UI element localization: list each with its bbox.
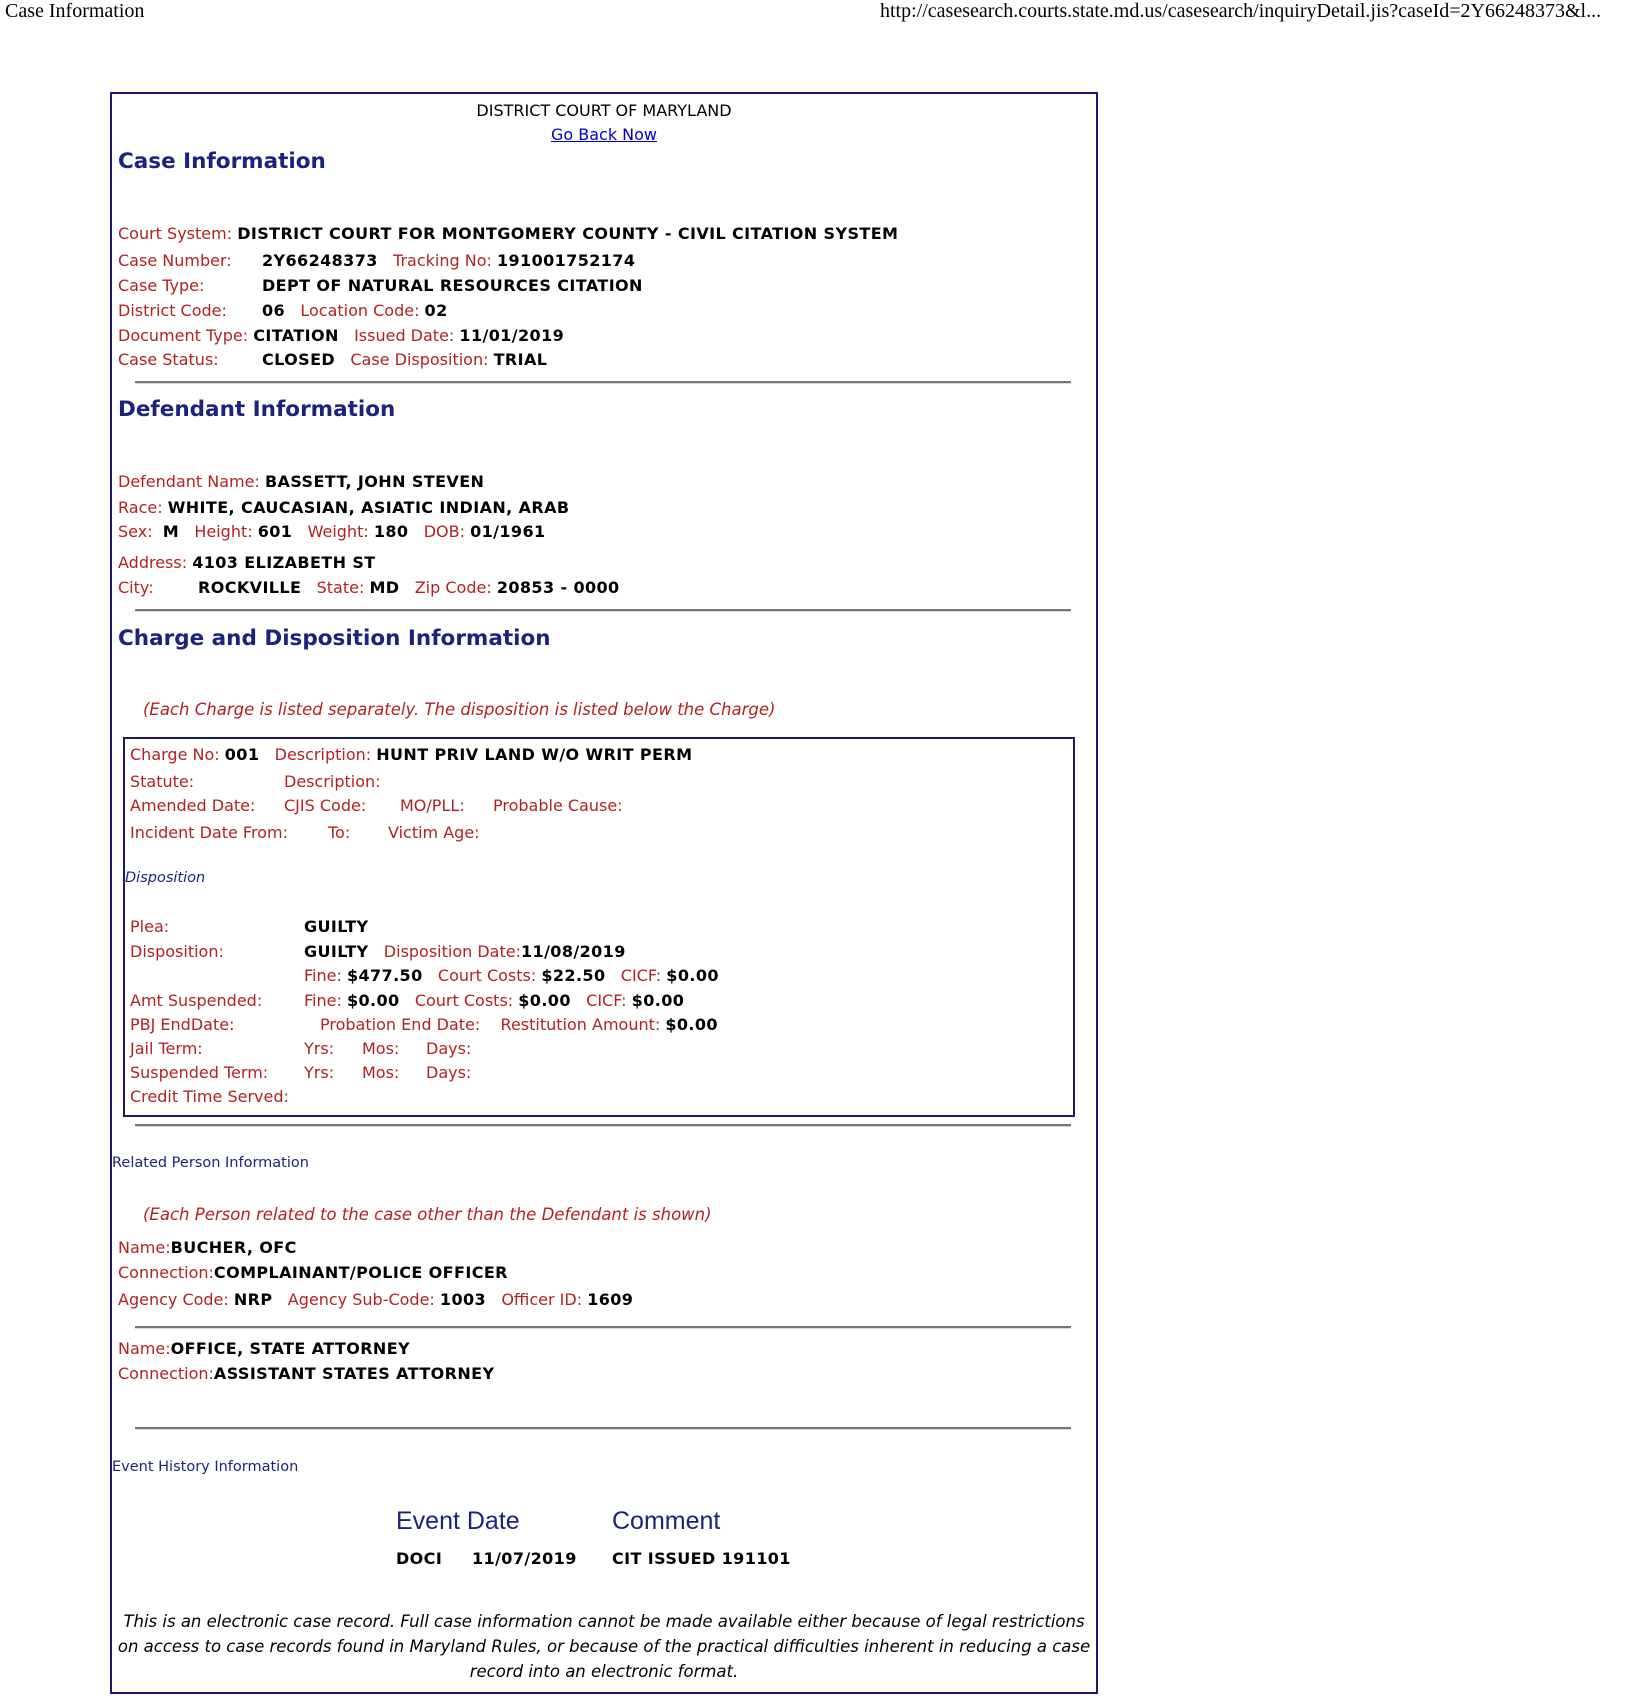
doc-type-label: Document Type: <box>118 326 249 345</box>
case-number-value: 2Y66248373 <box>262 251 378 270</box>
charge-no-value: 001 <box>224 745 260 764</box>
zip-value: 20853 - 0000 <box>496 578 620 597</box>
dob-label: DOB: <box>423 522 465 541</box>
case-disposition-label: Case Disposition: <box>350 350 489 369</box>
footer-disclaimer <box>112 1609 1096 1684</box>
charge-note: (Each Charge is listed separately. The disposition is listed below the Charge) <box>143 700 776 719</box>
cicf-label: CICF: <box>620 966 662 985</box>
case-record-panel <box>110 92 1098 1694</box>
case-disposition-value: TRIAL <box>493 350 548 369</box>
court-system-label: Court System: <box>118 224 233 243</box>
sex-label: Sex: <box>118 522 153 541</box>
probable-cause-label: Probable Cause: <box>493 796 623 815</box>
susp-cicf-label: CICF: <box>586 991 627 1010</box>
sex-value: M <box>162 522 180 541</box>
doc-type-value: CITATION <box>253 326 339 345</box>
go-back-link[interactable]: Go Back Now <box>550 125 658 144</box>
race-label: Race: <box>118 498 163 517</box>
susp-yrs-label: Yrs: <box>304 1063 335 1082</box>
cjis-code-label: CJIS Code: <box>284 796 367 815</box>
charge-heading: Charge and Disposition Information <box>118 626 551 651</box>
district-code-value: 06 <box>262 301 286 320</box>
case-type-value: DEPT OF NATURAL RESOURCES CITATION <box>262 276 643 295</box>
susp-costs-value: $0.00 <box>518 991 571 1010</box>
weight-value: 180 <box>373 522 409 541</box>
person2-name-label: Name: <box>118 1339 171 1358</box>
person1-connection-value: COMPLAINANT/POLICE OFFICER <box>213 1263 508 1282</box>
browser-title: Case Information <box>5 0 145 22</box>
case-info-heading: Case Information <box>118 149 326 174</box>
agency-code-label: Agency Code: <box>118 1290 229 1309</box>
charge-description-value: HUNT PRIV LAND W/O WRIT PERM <box>376 745 693 764</box>
susp-cicf-value: $0.00 <box>631 991 685 1010</box>
court-costs-label: Court Costs: <box>437 966 537 985</box>
event-date-column-header: Event Date <box>396 1507 520 1535</box>
footer-line-1: This is an electronic case record. Full case information cannot be made available either because of legal restrictions <box>123 1612 1085 1631</box>
court-title: DISTRICT COURT OF MARYLAND <box>476 101 732 120</box>
related-heading: Related Person Information <box>112 1155 309 1171</box>
restitution-label: Restitution Amount: <box>500 1015 661 1034</box>
defendant-heading: Defendant Information <box>118 397 396 422</box>
officer-id-value: 1609 <box>587 1290 634 1309</box>
agency-subcode-value: 1003 <box>439 1290 487 1309</box>
pbj-enddate-label: PBJ EndDate: <box>130 1015 235 1034</box>
jail-mos-label: Mos: <box>362 1039 400 1058</box>
victim-age-label: Victim Age: <box>388 823 480 842</box>
person2-connection-value: ASSISTANT STATES ATTORNEY <box>213 1364 495 1383</box>
person1-connection-label: Connection: <box>118 1263 214 1282</box>
disposition-label: Disposition: <box>130 942 224 961</box>
disposition-date-label: Disposition Date: <box>383 942 521 961</box>
zip-label: Zip Code: <box>414 578 492 597</box>
event-comment: CIT ISSUED 191101 <box>612 1549 791 1568</box>
defendant-name-value: BASSETT, JOHN STEVEN <box>264 472 485 491</box>
probation-end-label: Probation End Date: <box>320 1015 481 1034</box>
susp-mos-label: Mos: <box>362 1063 400 1082</box>
incident-date-label: Incident Date From: <box>130 823 288 842</box>
tracking-label: Tracking No: <box>393 251 492 270</box>
statute-label: Statute: <box>130 772 195 791</box>
susp-days-label: Days: <box>426 1063 472 1082</box>
charge-box <box>123 737 1075 1117</box>
charge-description-label: Description: <box>274 745 372 764</box>
issued-date-value: 11/01/2019 <box>459 326 565 345</box>
statute-description-label: Description: <box>284 772 381 791</box>
plea-label: Plea: <box>130 917 170 936</box>
browser-url: http://casesearch.courts.state.md.us/casesearch/inquiryDetail.jis?caseId=2Y66248373&l... <box>880 0 1602 22</box>
state-value: MD <box>369 578 400 597</box>
race-value: WHITE, CAUCASIAN, ASIATIC INDIAN, ARAB <box>167 498 570 517</box>
jail-days-label: Days: <box>426 1039 472 1058</box>
location-code-label: Location Code: <box>300 301 420 320</box>
suspended-term-label: Suspended Term: <box>130 1063 269 1082</box>
height-value: 601 <box>257 522 293 541</box>
state-label: State: <box>316 578 365 597</box>
person2-connection-label: Connection: <box>118 1364 214 1383</box>
case-status-label: Case Status: <box>118 350 219 369</box>
city-value: ROCKVILLE <box>198 578 302 597</box>
issued-date-label: Issued Date: <box>354 326 455 345</box>
event-date: 11/07/2019 <box>472 1549 577 1568</box>
address-value: 4103 ELIZABETH ST <box>192 553 376 572</box>
case-number-label: Case Number: <box>118 251 232 270</box>
event-code: DOCI <box>396 1549 443 1568</box>
court-system-value: DISTRICT COURT FOR MONTGOMERY COUNTY - CIVIL CITATION SYSTEM <box>237 224 899 243</box>
susp-fine-label: Fine: <box>304 991 342 1010</box>
officer-id-label: Officer ID: <box>501 1290 583 1309</box>
divider <box>135 1427 1071 1430</box>
height-label: Height: <box>194 522 253 541</box>
divider <box>135 381 1071 384</box>
tracking-value: 191001752174 <box>496 251 636 270</box>
divider <box>135 1124 1071 1127</box>
agency-code-value: NRP <box>233 1290 273 1309</box>
person1-name-label: Name: <box>118 1238 171 1257</box>
disposition-date-value: 11/08/2019 <box>521 942 626 961</box>
footer-line-3: record into an electronic format. <box>469 1662 739 1681</box>
susp-fine-value: $0.00 <box>346 991 400 1010</box>
fine-label: Fine: <box>304 966 342 985</box>
susp-costs-label: Court Costs: <box>414 991 514 1010</box>
disposition-heading: Disposition <box>125 870 206 886</box>
comment-column-header: Comment <box>612 1507 721 1535</box>
credit-time-label: Credit Time Served: <box>130 1087 289 1106</box>
charge-no-label: Charge No: <box>130 745 220 764</box>
person1-name-value: BUCHER, OFC <box>170 1238 297 1257</box>
mo-pll-label: MO/PLL: <box>400 796 465 815</box>
footer-line-2: on access to case records found in Maryland Rules, or because of the practical difficulties inherent in reducing a case <box>117 1637 1091 1656</box>
amt-suspended-label: Amt Suspended: <box>130 991 263 1010</box>
defendant-name-label: Defendant Name: <box>118 472 260 491</box>
disposition-value: GUILTY <box>304 942 369 961</box>
event-history-heading: Event History Information <box>112 1459 299 1475</box>
divider <box>135 1326 1071 1329</box>
case-status-value: CLOSED <box>262 350 336 369</box>
fine-value: $477.50 <box>346 966 423 985</box>
case-type-label: Case Type: <box>118 276 205 295</box>
weight-label: Weight: <box>307 522 369 541</box>
city-label: City: <box>118 578 154 597</box>
agency-subcode-label: Agency Sub-Code: <box>287 1290 435 1309</box>
divider <box>135 609 1071 612</box>
location-code-value: 02 <box>424 301 448 320</box>
district-code-label: District Code: <box>118 301 227 320</box>
jail-yrs-label: Yrs: <box>304 1039 335 1058</box>
amended-date-label: Amended Date: <box>130 796 256 815</box>
restitution-value: $0.00 <box>665 1015 718 1034</box>
address-label: Address: <box>118 553 188 572</box>
related-note: (Each Person related to the case other than the Defendant is shown) <box>143 1205 712 1224</box>
cicf-value: $0.00 <box>666 966 719 985</box>
plea-value: GUILTY <box>304 917 369 936</box>
dob-value: 01/1961 <box>470 522 546 541</box>
jail-term-label: Jail Term: <box>130 1039 203 1058</box>
incident-to-label: To: <box>328 823 351 842</box>
person2-name-value: OFFICE, STATE ATTORNEY <box>170 1339 411 1358</box>
court-costs-value: $22.50 <box>541 966 606 985</box>
